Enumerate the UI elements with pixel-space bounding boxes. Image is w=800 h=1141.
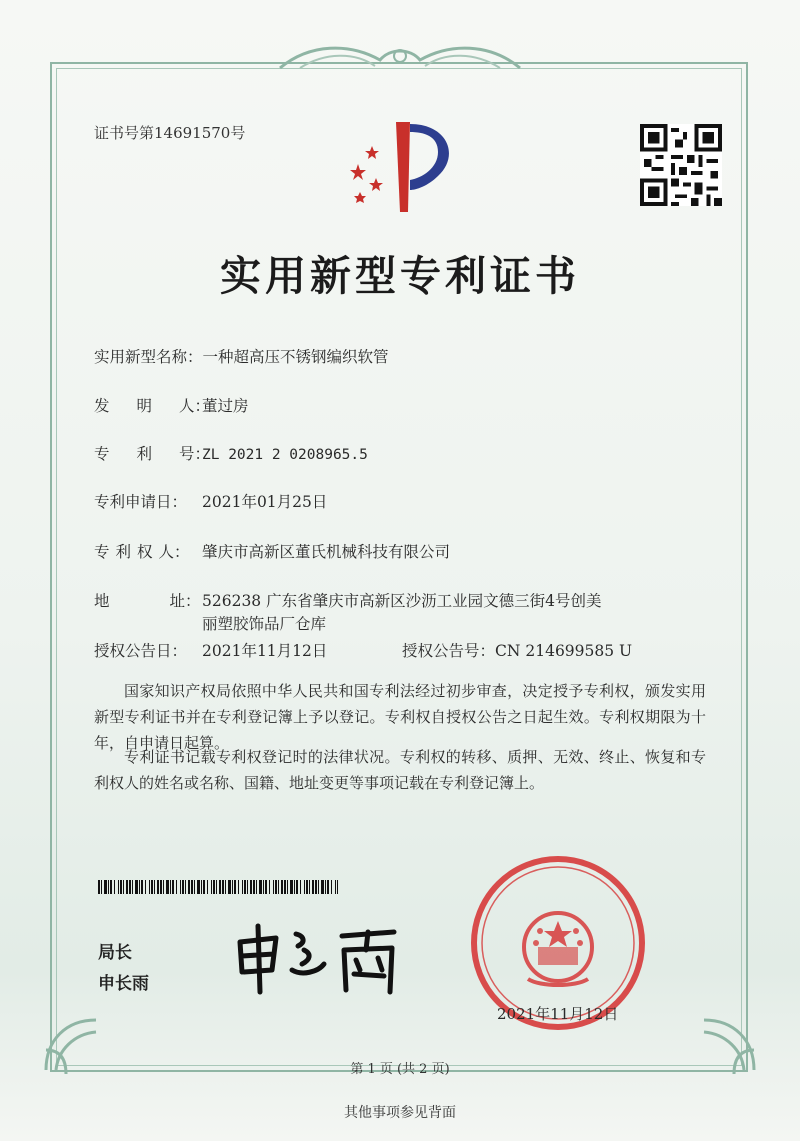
top-ornament-icon <box>270 38 530 78</box>
grant-date-row <box>94 639 327 661</box>
filing-date-label: 专利申请日： <box>94 493 188 511</box>
barcode-icon <box>98 880 338 894</box>
filing-date-value: 2021年01月25日 <box>202 493 328 511</box>
grant-number-value: CN 214699585 U <box>495 642 633 660</box>
patentee-value: 肇庆市高新区董氏机械科技有限公司 <box>202 543 451 561</box>
footer-note: 其他事项参见背面 <box>344 1105 456 1121</box>
cnipa-logo-icon <box>338 116 468 216</box>
patentee-row <box>94 540 450 562</box>
utility-model-name-row <box>94 345 389 367</box>
statement-paragraph-2: 专利证书记载专利权登记时的法律状况。专利权的转移、质押、无效、终止、恢复和专利权人的姓名或名称、国籍、地址变更等事项记载在专利登记簿上。 <box>94 748 706 792</box>
statement-paragraph-1: 国家知识产权局依照中华人民共和国专利法经过初步审查，决定授予专利权，颁发实用新型专利证书并在专利登记簿上予以登记。专利权自授权公告之日起生效。专利权期限为十年，自申请日起算。 <box>94 682 706 752</box>
utility-model-name-label: 实用新型名称： <box>94 348 203 366</box>
grant-date-value: 2021年11月12日 <box>202 642 328 660</box>
qr-code-icon <box>640 124 722 206</box>
patent-number-label: 专 利 号： <box>94 445 211 463</box>
address-line-1: 526238 广东省肇庆市高新区沙沥工业园文德三街4号创美 <box>202 592 602 610</box>
inventor-value: 董过房 <box>202 397 249 415</box>
address-label: 地 址： <box>94 592 201 610</box>
patentee-label: 专 利 权 人： <box>94 543 190 561</box>
grant-number-row <box>402 639 632 661</box>
seal-date: 2021年11月12日 <box>497 1005 619 1023</box>
inventor-row <box>94 394 249 416</box>
address-line-2: 丽塑胶饰品厂仓库 <box>202 615 327 633</box>
certificate-number: 证书号第14691570号 <box>94 124 246 142</box>
filing-date-row <box>94 490 327 512</box>
patent-number-value: ZL 2021 2 0208965.5 <box>202 447 368 463</box>
inventor-label: 发 明 人： <box>94 397 211 415</box>
grant-number-label: 授权公告号： <box>402 642 496 660</box>
address-row <box>94 589 601 611</box>
director-signature-icon <box>232 920 402 1000</box>
director-name: 申长雨 <box>98 974 149 994</box>
patent-number-row <box>94 442 368 464</box>
utility-model-name-value: 一种超高压不锈钢编织软管 <box>202 348 389 366</box>
certificate-title: 实用新型专利证书 <box>220 252 580 300</box>
director-title: 局长 <box>98 943 132 963</box>
page-number: 第 1 页 (共 2 页) <box>350 1062 450 1077</box>
grant-date-label: 授权公告日： <box>94 642 188 660</box>
